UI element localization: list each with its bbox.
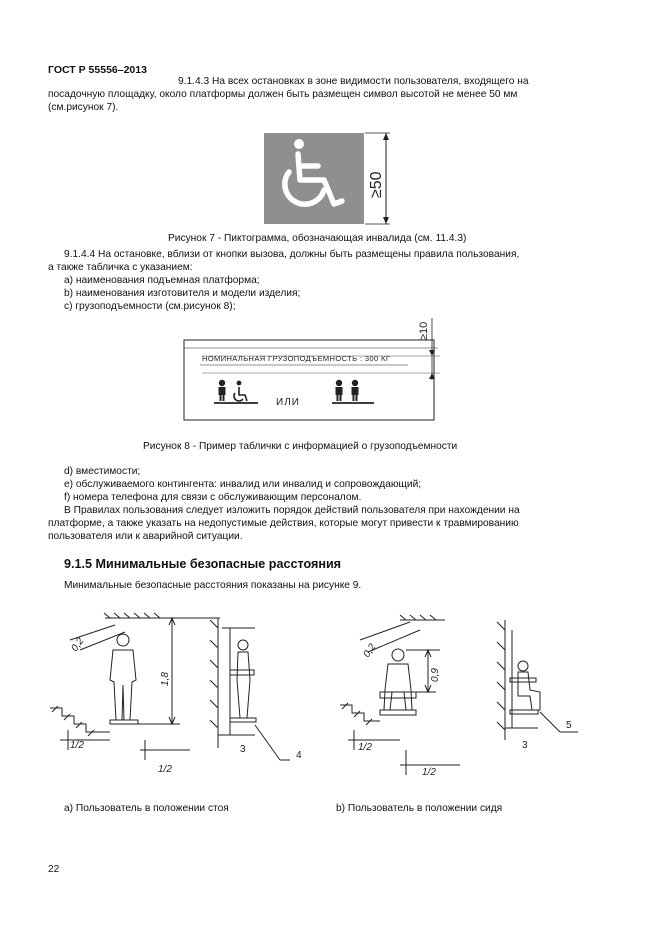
- clause-9144-line1: 9.1.4.4 На остановке, вблизи от кнопки вызова, должны быть размещены правила пользования,: [64, 249, 520, 260]
- clause-9143-line1: 9.1.4.3 На всех остановках в зоне видимости пользователя, входящего на: [178, 76, 529, 87]
- fig9b-label-top: 0,2: [361, 642, 379, 660]
- figure8-caption: Рисунок 8 - Пример таблички с информацией о грузоподъемности: [143, 441, 458, 452]
- fig9b-label-height: 0,9: [430, 668, 441, 682]
- clause-9143-line3: (см.рисунок 7).: [48, 102, 119, 113]
- figure9b-caption: b) Пользователь в положении сидя: [336, 803, 503, 814]
- rules-line1: В Правилах пользования следует изложить порядок действий пользователя при нахождении на: [64, 505, 520, 516]
- fig9b-label-wall: 3: [522, 740, 528, 751]
- list-item-d: d) вместимости;: [64, 466, 141, 477]
- list-item-f: f) номера телефона для связи с обслуживающим персоналом.: [64, 492, 362, 503]
- clause-9144-line2: а также табличка с указанием:: [48, 262, 193, 273]
- two-persons-icon: [336, 380, 359, 401]
- figure9a-caption: a) Пользователь в положении стоя: [64, 803, 229, 814]
- plate-capacity-text: НОМИНАЛЬНАЯ ГРУЗОПОДЪЕМНОСТЬ : 300 КГ: [202, 354, 391, 363]
- rules-line2: платформе, а также указать на недопустимые действия, которые могут привести к травмированию: [48, 518, 519, 529]
- list-item-e: e) обслуживаемого контингента: инвалид или инвалид и сопровождающий;: [64, 479, 422, 490]
- section-text: Минимальные безопасные расстояния показаны на рисунке 9.: [64, 580, 362, 591]
- list-item-a: a) наименования подъемная платформа;: [64, 275, 260, 286]
- figure9a-drawing: [50, 600, 330, 790]
- person-icon: [219, 380, 226, 401]
- fig9a-label-wall: 3: [240, 744, 246, 755]
- fig9a-label-left: 1/2: [70, 740, 84, 751]
- page-number: 22: [48, 864, 60, 875]
- list-item-c: c) грузоподъемности (см.рисунок 8);: [64, 301, 236, 312]
- fig9b-label-left: 1/2: [358, 742, 372, 753]
- figure9b-drawing: [340, 600, 620, 790]
- wheelchair-user-icon: [234, 381, 247, 401]
- clause-9143-line2: посадочную площадку, около платформы должен быть размещен символ высотой не менее 50 мм: [48, 89, 518, 100]
- fig9b-label-platform: 5: [566, 720, 572, 731]
- rules-line3: пользователя или к аварийной ситуации.: [48, 531, 243, 542]
- figure8-plate: [180, 310, 450, 425]
- figure7-dimension: ≥50: [368, 171, 385, 198]
- plate-or-text: ИЛИ: [276, 397, 300, 408]
- fig9a-label-top: 0,2: [69, 636, 87, 654]
- figure7-caption: Рисунок 7 - Пиктограмма, обозначающая инвалида (см. 11.4.3): [168, 233, 467, 244]
- document-header: ГОСТ Р 55556–2013: [48, 64, 147, 76]
- list-item-b: b) наименования изготовителя и модели изделия;: [64, 288, 301, 299]
- figure8-dimension: ≥10: [418, 321, 430, 340]
- fig9a-label-platform: 4: [296, 750, 302, 761]
- section-heading: 9.1.5 Минимальные безопасные расстояния: [64, 557, 342, 571]
- fig9a-label-height: 1,8: [160, 672, 171, 686]
- figure7-pictogram: [258, 128, 408, 228]
- fig9a-label-bottom: 1/2: [158, 764, 172, 775]
- fig9b-label-bottom: 1/2: [422, 767, 436, 778]
